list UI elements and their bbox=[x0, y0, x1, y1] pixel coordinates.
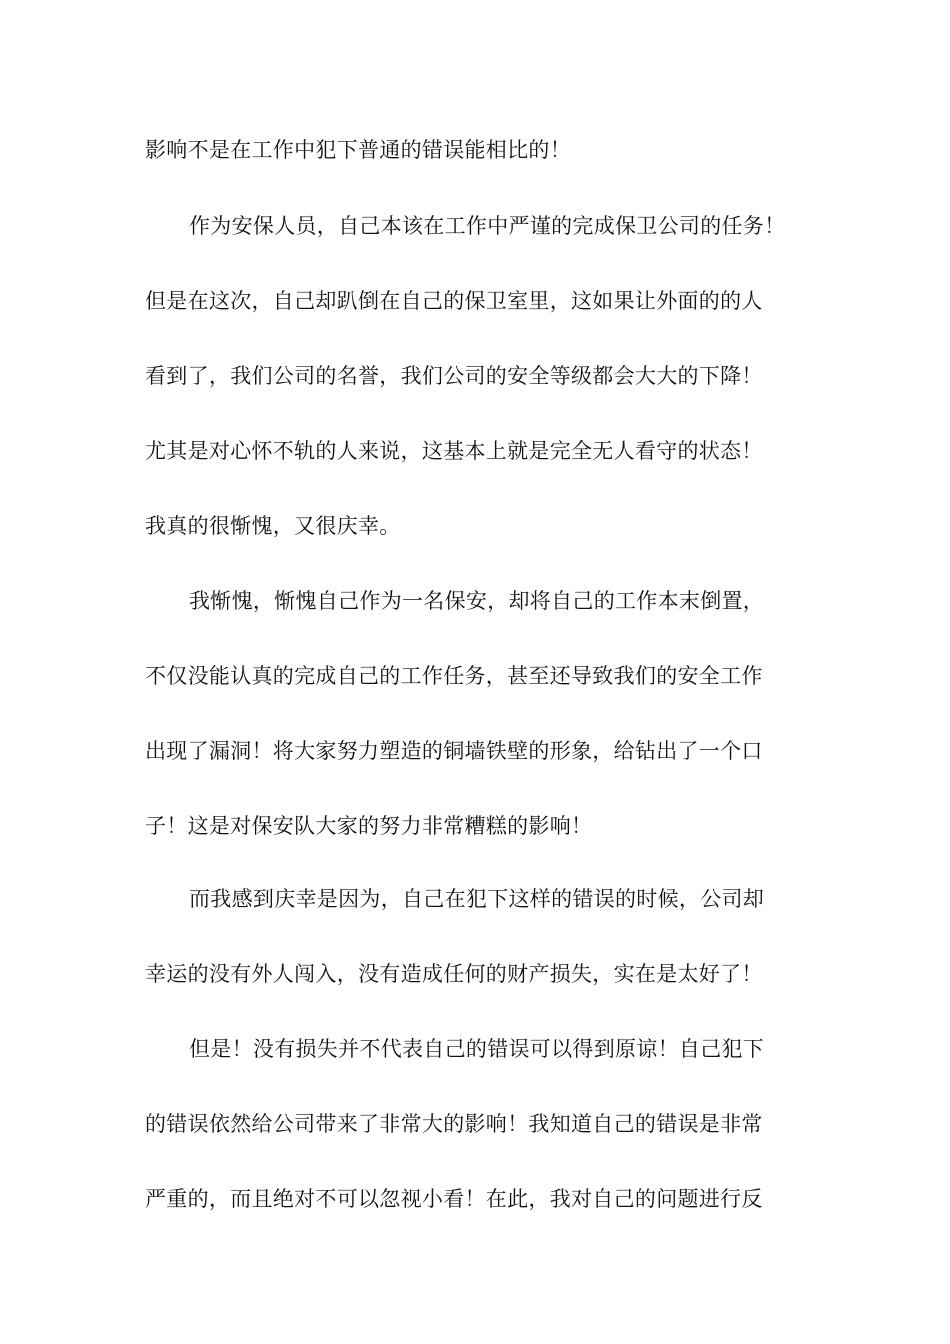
text-line: 幸运的没有外人闯入，没有造成任何的财产损失，实在是太好了！ bbox=[145, 962, 763, 986]
text-line: 出现了漏洞！将大家努力塑造的铜墙铁壁的形象，给钻出了一个口 bbox=[145, 739, 763, 763]
text-line: 的错误依然给公司带来了非常大的影响！我知道自己的错误是非常 bbox=[145, 1112, 763, 1136]
text-line: 而我感到庆幸是因为，自己在犯下这样的错误的时候，公司却 bbox=[189, 887, 765, 911]
text-line: 尤其是对心怀不轨的人来说，这基本上就是完全无人看守的状态！ bbox=[145, 439, 763, 463]
text-line: 我真的很惭愧，又很庆幸。 bbox=[145, 514, 401, 538]
text-line: 作为安保人员，自己本该在工作中严谨的完成保卫公司的任务！ bbox=[189, 214, 786, 238]
text-line: 但是在这次，自己却趴倒在自己的保卫室里，这如果让外面的的人 bbox=[145, 289, 763, 313]
text-line: 看到了，我们公司的名誉，我们公司的安全等级都会大大的下降！ bbox=[145, 364, 763, 388]
text-line: 影响不是在工作中犯下普通的错误能相比的！ bbox=[145, 138, 571, 162]
text-line: 不仅没能认真的完成自己的工作任务，甚至还导致我们的安全工作 bbox=[145, 664, 763, 688]
text-line: 子！这是对保安队大家的努力非常糟糕的影响！ bbox=[145, 814, 593, 838]
text-line: 严重的，而且绝对不可以忽视小看！在此，我对自己的问题进行反 bbox=[145, 1187, 763, 1211]
text-line: 但是！没有损失并不代表自己的错误可以得到原谅！自己犯下 bbox=[189, 1037, 765, 1061]
text-line: 我惭愧，惭愧自己作为一名保安，却将自己的工作本末倒置， bbox=[189, 589, 765, 613]
